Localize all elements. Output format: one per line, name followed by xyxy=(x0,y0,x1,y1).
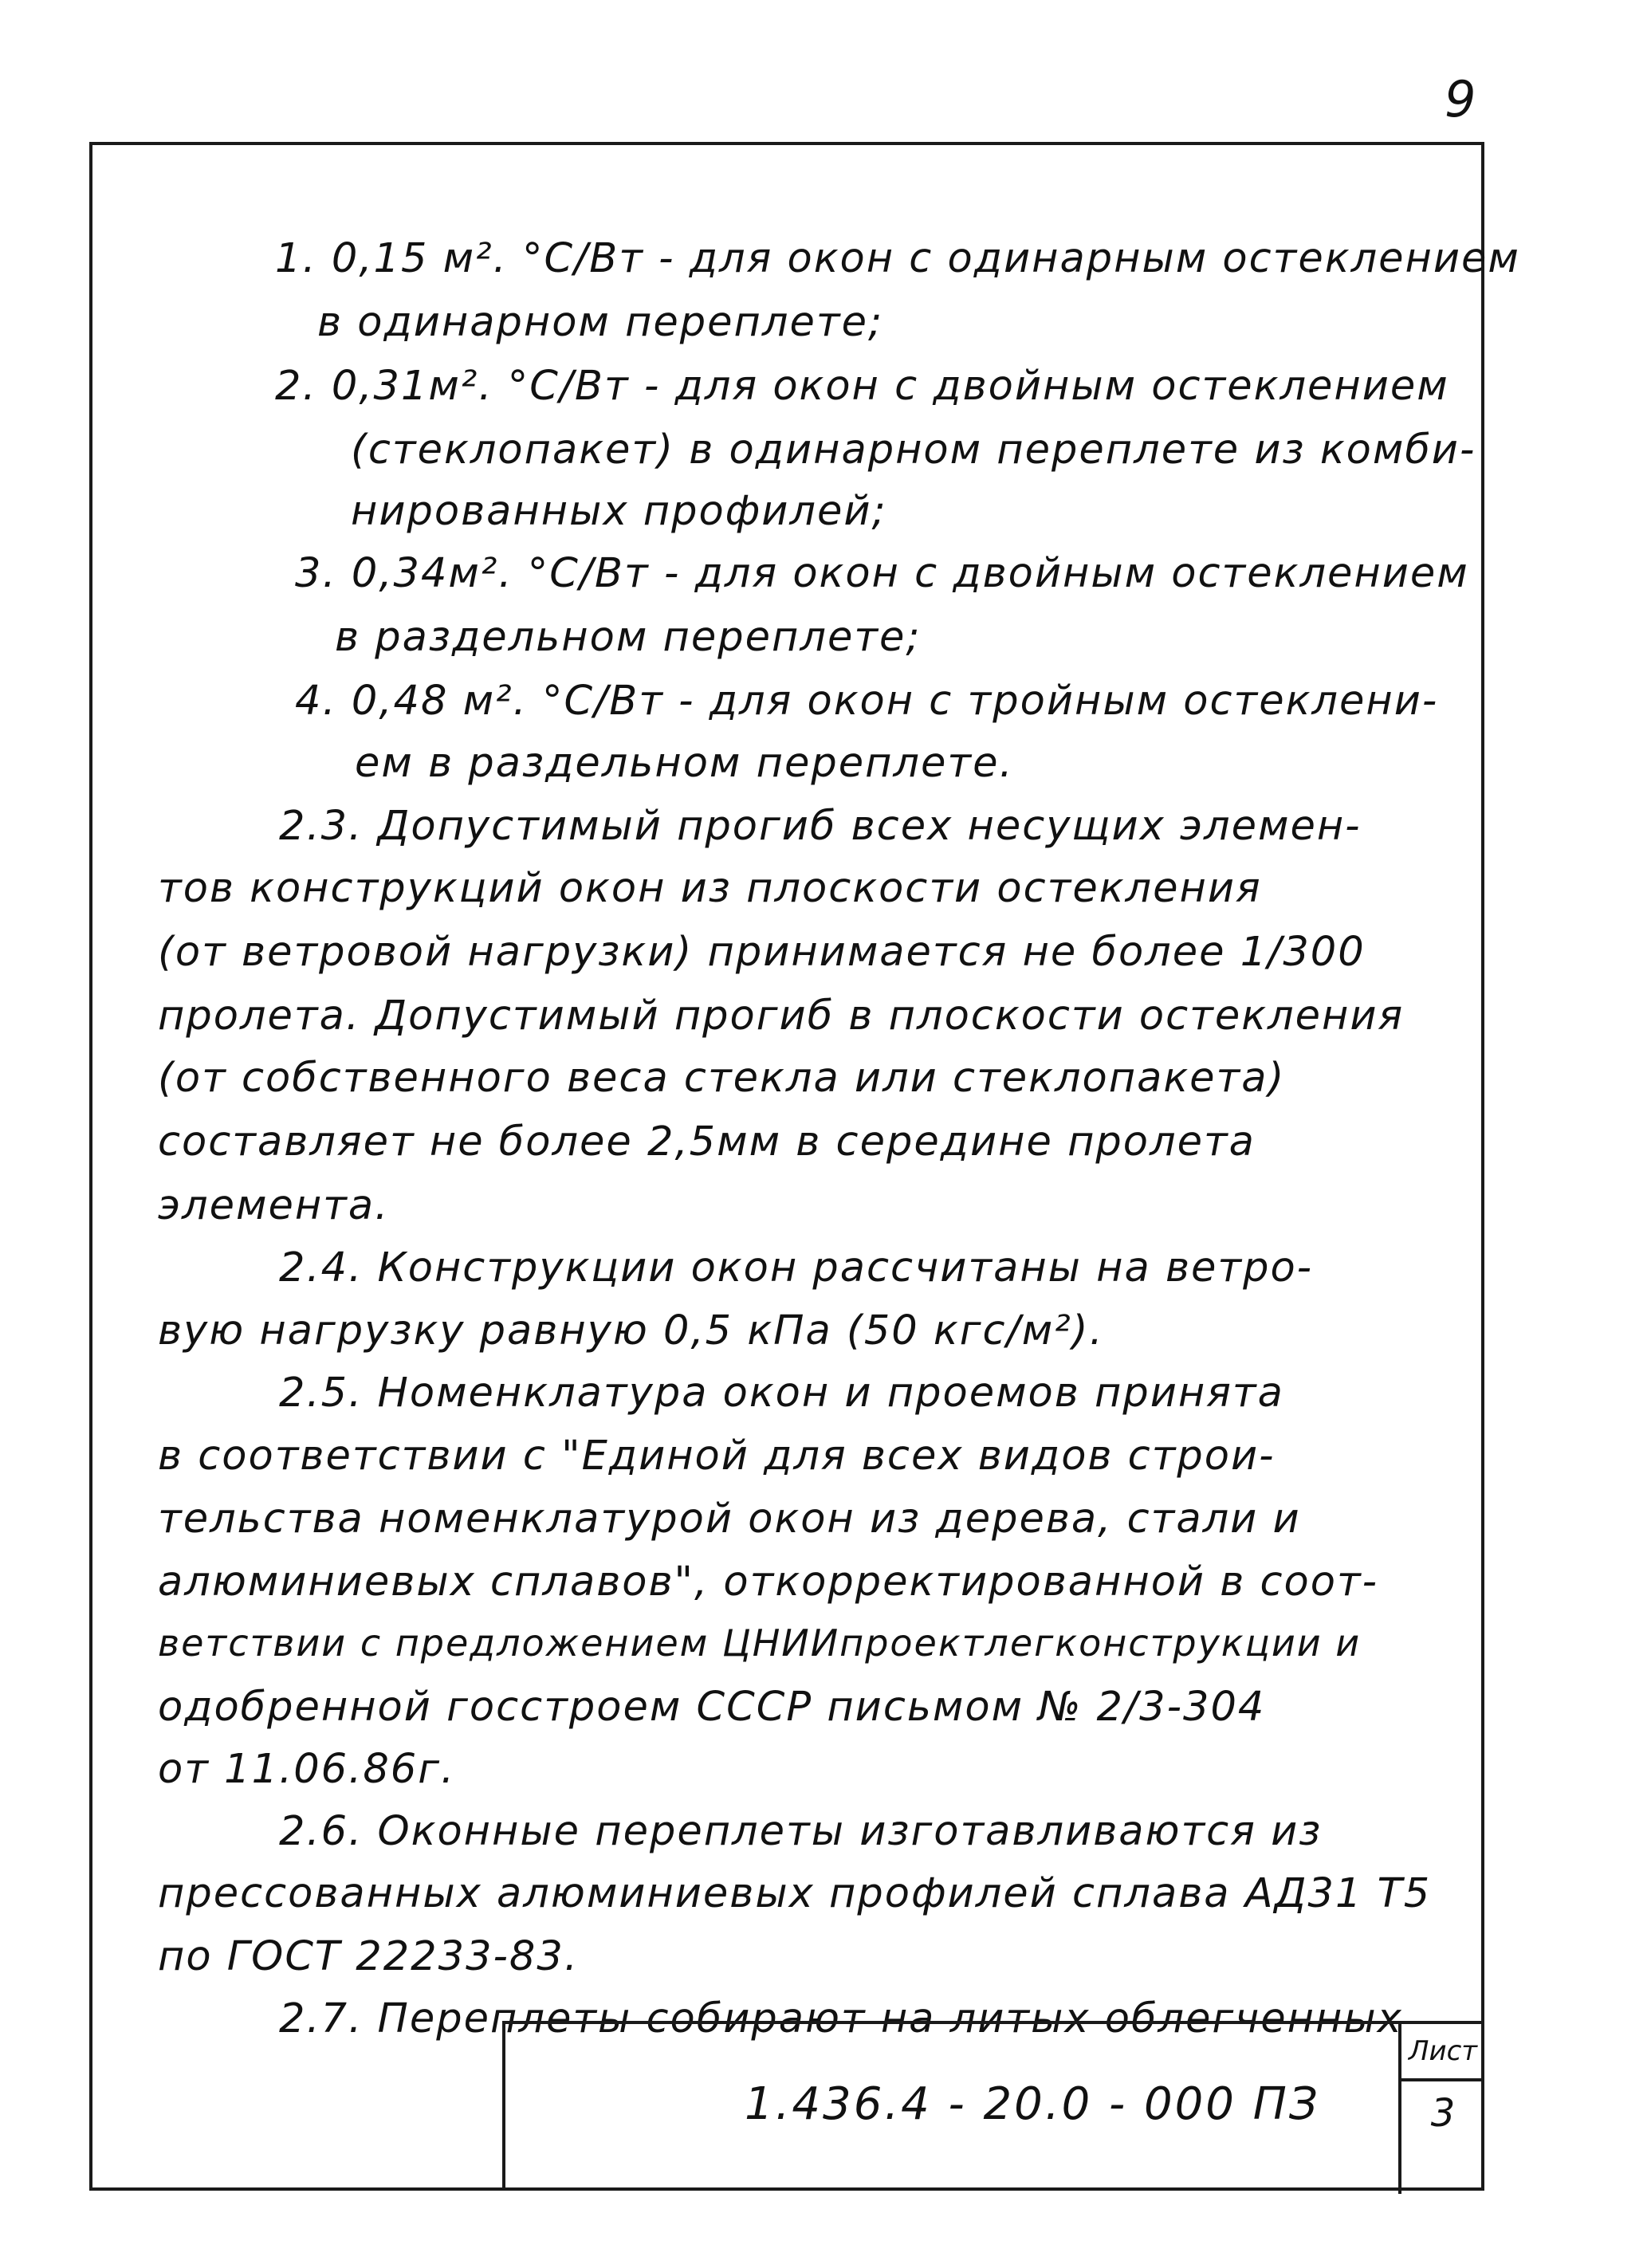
text-line: вую нагрузку равную 0,5 кПа (50 кгс/м²). xyxy=(158,1307,1104,1354)
text-line: 4. 0,48 м². °С/Вт - для окон с тройным остеклени- xyxy=(295,678,1439,725)
text-line: (от собственного веса стекла или стеклопакета) xyxy=(158,1055,1286,1102)
text-line: (от ветровой нагрузки) принимается не более 1/300 xyxy=(158,929,1366,976)
document-code: 1.436.4 - 20.0 - 000 ПЗ xyxy=(745,2078,1320,2130)
text-line: ветствии с предложением ЦНИИпроектлегконструкции и xyxy=(158,1621,1362,1665)
text-line: в раздельном переплете; xyxy=(335,614,922,661)
text-line: одобренной госстроем СССР письмом № 2/3-304 xyxy=(158,1684,1266,1731)
text-line: в соответствии с "Единой для всех видов строи- xyxy=(158,1433,1276,1480)
text-line: ем в раздельном переплете. xyxy=(355,740,1014,787)
text-line: элемента. xyxy=(158,1182,390,1229)
text-line: составляет не более 2,5мм в середине пролета xyxy=(158,1118,1256,1165)
text-line: 2.3. Допустимый прогиб всех несущих элемен- xyxy=(279,803,1362,850)
sheet-number: 3 xyxy=(1430,2091,1456,2136)
text-line: 3. 0,34м². °С/Вт - для окон с двойным остеклением xyxy=(295,550,1469,597)
sheet-cell xyxy=(1398,2024,1484,2194)
text-line: по ГОСТ 22233-83. xyxy=(158,1933,580,1980)
text-line: 2.4. Конструкции окон рассчитаны на ветро- xyxy=(279,1244,1314,1291)
text-line: нированных профилей; xyxy=(351,488,887,535)
text-line: 2.7. Переплеты собирают на литых облегченных xyxy=(279,1995,1403,2042)
text-line: прессованных алюминиевых профилей сплава АД31 Т5 xyxy=(158,1870,1432,1917)
text-line: (стеклопакет) в одинарном переплете из комби- xyxy=(351,426,1476,474)
text-line: 2. 0,31м². °С/Вт - для окон с двойным остеклением xyxy=(275,363,1449,410)
text-line: пролета. Допустимый прогиб в плоскости остекления xyxy=(158,992,1405,1040)
text-line: от 11.06.86г. xyxy=(158,1746,456,1793)
text-line: 1. 0,15 м². °С/Вт - для окон с одинарным остеклением xyxy=(275,235,1520,282)
title-block xyxy=(502,2021,1484,2191)
text-line: в одинарном переплете; xyxy=(317,299,884,346)
sheet-label: Лист xyxy=(1401,2024,1484,2081)
text-line: тов конструкций окон из плоскости остекления xyxy=(158,865,1262,912)
text-line: 2.6. Оконные переплеты изготавливаются из xyxy=(279,1808,1323,1855)
text-line: 2.5. Номенклатура окон и проемов принята xyxy=(279,1370,1284,1417)
text-line: алюминиевых сплавов", откорректированной в соот- xyxy=(158,1559,1379,1606)
text-line: тельства номенклатурой окон из дерева, стали и xyxy=(158,1496,1301,1543)
page-number: 9 xyxy=(1445,70,1476,128)
